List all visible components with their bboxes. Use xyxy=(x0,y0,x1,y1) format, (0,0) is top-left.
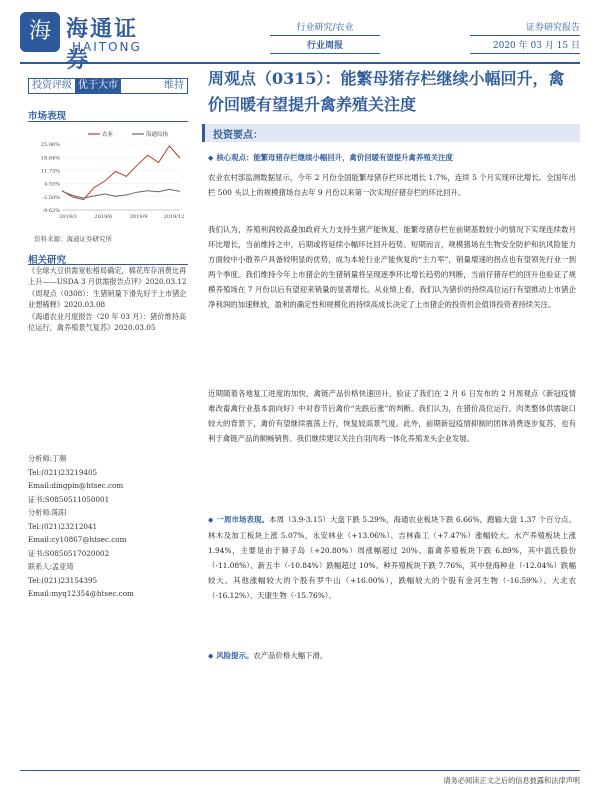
y-tick-label: -9.62% xyxy=(42,208,60,214)
core-view-body: 农业农村部监测数据显示，今年 2 月份全国能繁母猪存栏环比增长 1.7%，连续 5 个月实现环比增长。全国年出栏 500 头以上的规模猪场自去年 9 月份以来第一次实现仔猪存栏的环比回升。 xyxy=(208,173,576,197)
related-research-list xyxy=(28,266,188,335)
header-category: 行业研究/农业 xyxy=(270,18,380,36)
analyst-line: Email:myq12354@htsec.com xyxy=(28,589,134,598)
market-weekly-body: 本周（3.9-3.15）大盘下跌 5.29%，海通农业板块下跌 6.66%，跑输大盘 1.37 个百分点。林木及加工板块上涨 5.07%，永安林业（+13.06%）、吉林森工（+7.47%）涨幅较大。水产养殖板块上涨 1.94%，主要是由于獐子岛（+20.80%）周涨幅超过 20%。畜禽养殖板块下跌 6.89%，其中温氏股份（-11.08%）、新五丰（-10.84%）跌幅超过 10%。种养殖板块下跌 7.76%，其中登海种业（-12.04%）跌幅较大。其他涨幅较大的个股有罗牛山（+16.00%），跌幅较大的个股有金河生物（-16.59%）、大北农（-16.12%）、天康生物（-15.76%）。 xyxy=(208,515,576,600)
analyst-line: 联系人:孟亚琦 xyxy=(28,562,74,571)
logo-name-cn: 海通证券 xyxy=(66,16,139,73)
risk-head: 风险提示。 xyxy=(216,651,254,660)
related-title: 相关研究 xyxy=(28,255,67,266)
investment-rating xyxy=(28,78,188,94)
risk-body: 农产品价格大幅下滑。 xyxy=(253,651,328,660)
key-points-bar xyxy=(202,124,580,142)
header-date: 2020 年 03 月 15 日 xyxy=(470,36,580,54)
market-performance-chart xyxy=(28,128,188,220)
related-item[interactable]: 《周观点（0308）：生猪销量下滑先好于上市猪企业想稀释》2020.03.08 xyxy=(28,289,187,309)
market-weekly-head: 一周市场表现。 xyxy=(216,515,270,524)
y-tick-label: 25.96% xyxy=(40,142,60,148)
market-title-rule xyxy=(28,121,188,122)
x-tick-label: 2019/9 xyxy=(129,214,148,220)
analyst-line: 分析师:丁频 xyxy=(28,454,67,463)
legend-label: 海通综指 xyxy=(146,132,169,138)
core-view-paragraph xyxy=(208,150,576,200)
analyst-contacts xyxy=(28,452,178,601)
related-title-rule xyxy=(28,264,188,265)
header-divider xyxy=(20,62,580,64)
rating-label: 投资评级 xyxy=(29,79,75,93)
rating-value: 优于大市 xyxy=(75,79,121,93)
analyst-line: Email:cy10867@htsec.com xyxy=(28,535,127,544)
x-tick-label: 2019/6 xyxy=(94,214,113,220)
market-title: 市场表现 xyxy=(28,111,67,122)
analyst-line: 证书:S0850517020002 xyxy=(28,548,110,558)
y-tick-label: 11.73% xyxy=(40,168,60,175)
x-tick-label: 2019/3 xyxy=(59,214,77,220)
report-title: 周观点（0315）：能繁母猪存栏继续小幅回升，禽价回暖有望提升禽养殖关注度 xyxy=(208,69,565,114)
analyst-line: Tel:(021)23219405 xyxy=(28,467,98,477)
header-report-type: 行业周报 xyxy=(270,36,380,54)
risk-paragraph xyxy=(208,648,576,664)
y-tick-label: -2.50% xyxy=(42,194,60,201)
analyst-line: Tel:(021)23212041 xyxy=(28,521,98,531)
rating-trend: 维持 xyxy=(164,80,184,91)
legend-label: 农业 xyxy=(102,132,114,138)
diamond-bullet-icon: ◆ xyxy=(208,154,214,162)
poultry-paragraph: 近期随着各地复工进度的加快，禽链产品价格快速回升，验证了我们在 2 月 6 日发布的 2 月周观点《新冠疫情难改畜禽行业基本面向好》中对春节后禽价“先跌后涨”的判断。我们认为，在猪价高位运行、肉类整体供需缺口较大的背景下，禽价有望继续震荡上行，恢复较高景气度。此外，前期新冠疫情抑制的团体消费逐步复苏，也有利于禽链产品的顺畅销售。我们继续建议关注白羽肉鸡一体化养殖龙头企业发展。 xyxy=(208,389,576,443)
analyst-line: 证书:S0850511050001 xyxy=(28,494,110,504)
series-line-agriculture xyxy=(62,146,180,200)
haitong-seal-icon: 海 xyxy=(20,12,60,52)
y-tick-label: 4.55% xyxy=(44,181,60,188)
footer-disclaimer: 请务必阅读正文之后的信息披露和法律声明 xyxy=(443,776,580,785)
logo-name-en: HAITONG xyxy=(72,40,142,54)
key-points-label: 投资要点： xyxy=(213,130,263,141)
diamond-bullet-icon: ◆ xyxy=(208,516,214,524)
analyst-line: Tel:(021)23154395 xyxy=(28,575,98,585)
haitong-logo xyxy=(20,12,160,73)
analysis-paragraph: 我们认为，养殖利润较高叠加政府大力支持生猪产能恢复，能繁母猪存栏在前期基数较小的情况下实现连续数月环比增长，当前维持之中，后期或将延续小幅环比回升趋势。短期而言，规模猪场在生物安全防护和抗风险能力方面较中小散养户具备较明显的优势，成为本轮行业产能恢复的“主力军”，销量增速的拐点也有望领先行业一到两个季度。我们维持今年上市猪企的生猪销量将呈现逐季环比增长趋势的判断，当前仔猪存栏的回升也验证了规模养殖场在 7 月份以后有望迎来销量的显著增长。从业绩上看，我们认为猪价的持续高位运行有望推动上市猪企净利润的加速释放，盈利的确定性和规模化的持续高成长决定了上市猪企的投资机会值得投资者持续关注。 xyxy=(208,225,576,309)
related-item[interactable]: 《全球大豆供需宽松格局确定，棉花库存消费比再上升——USDA 3 月供需报告点评》2020.03.12 xyxy=(28,266,187,286)
header-category-block xyxy=(270,18,380,54)
header-report-block xyxy=(470,18,580,54)
chart-source: 资料来源：海通证券研究所 xyxy=(34,235,112,243)
header-report-kind: 证券研究报告 xyxy=(470,18,580,36)
x-tick-label: 2019/12 xyxy=(163,214,185,220)
analyst-line: 分析师:陈阳 xyxy=(28,508,67,517)
diamond-bullet-icon: ◆ xyxy=(208,652,214,660)
analyst-line: Email:dingpin@htsec.com xyxy=(28,481,124,490)
related-item[interactable]: 《海通农业月度报告（20 年 03 月）：猪价维持高位运行，禽养殖景气复苏》2020.03.05 xyxy=(28,312,187,332)
market-weekly-paragraph xyxy=(208,512,576,603)
core-view-head: 核心观点：能繁母猪存栏继续小幅回升，禽价回暖有望提升禽养殖关注度 xyxy=(216,153,453,162)
y-tick-label: 18.64% xyxy=(40,155,60,162)
footer-divider xyxy=(20,770,580,771)
